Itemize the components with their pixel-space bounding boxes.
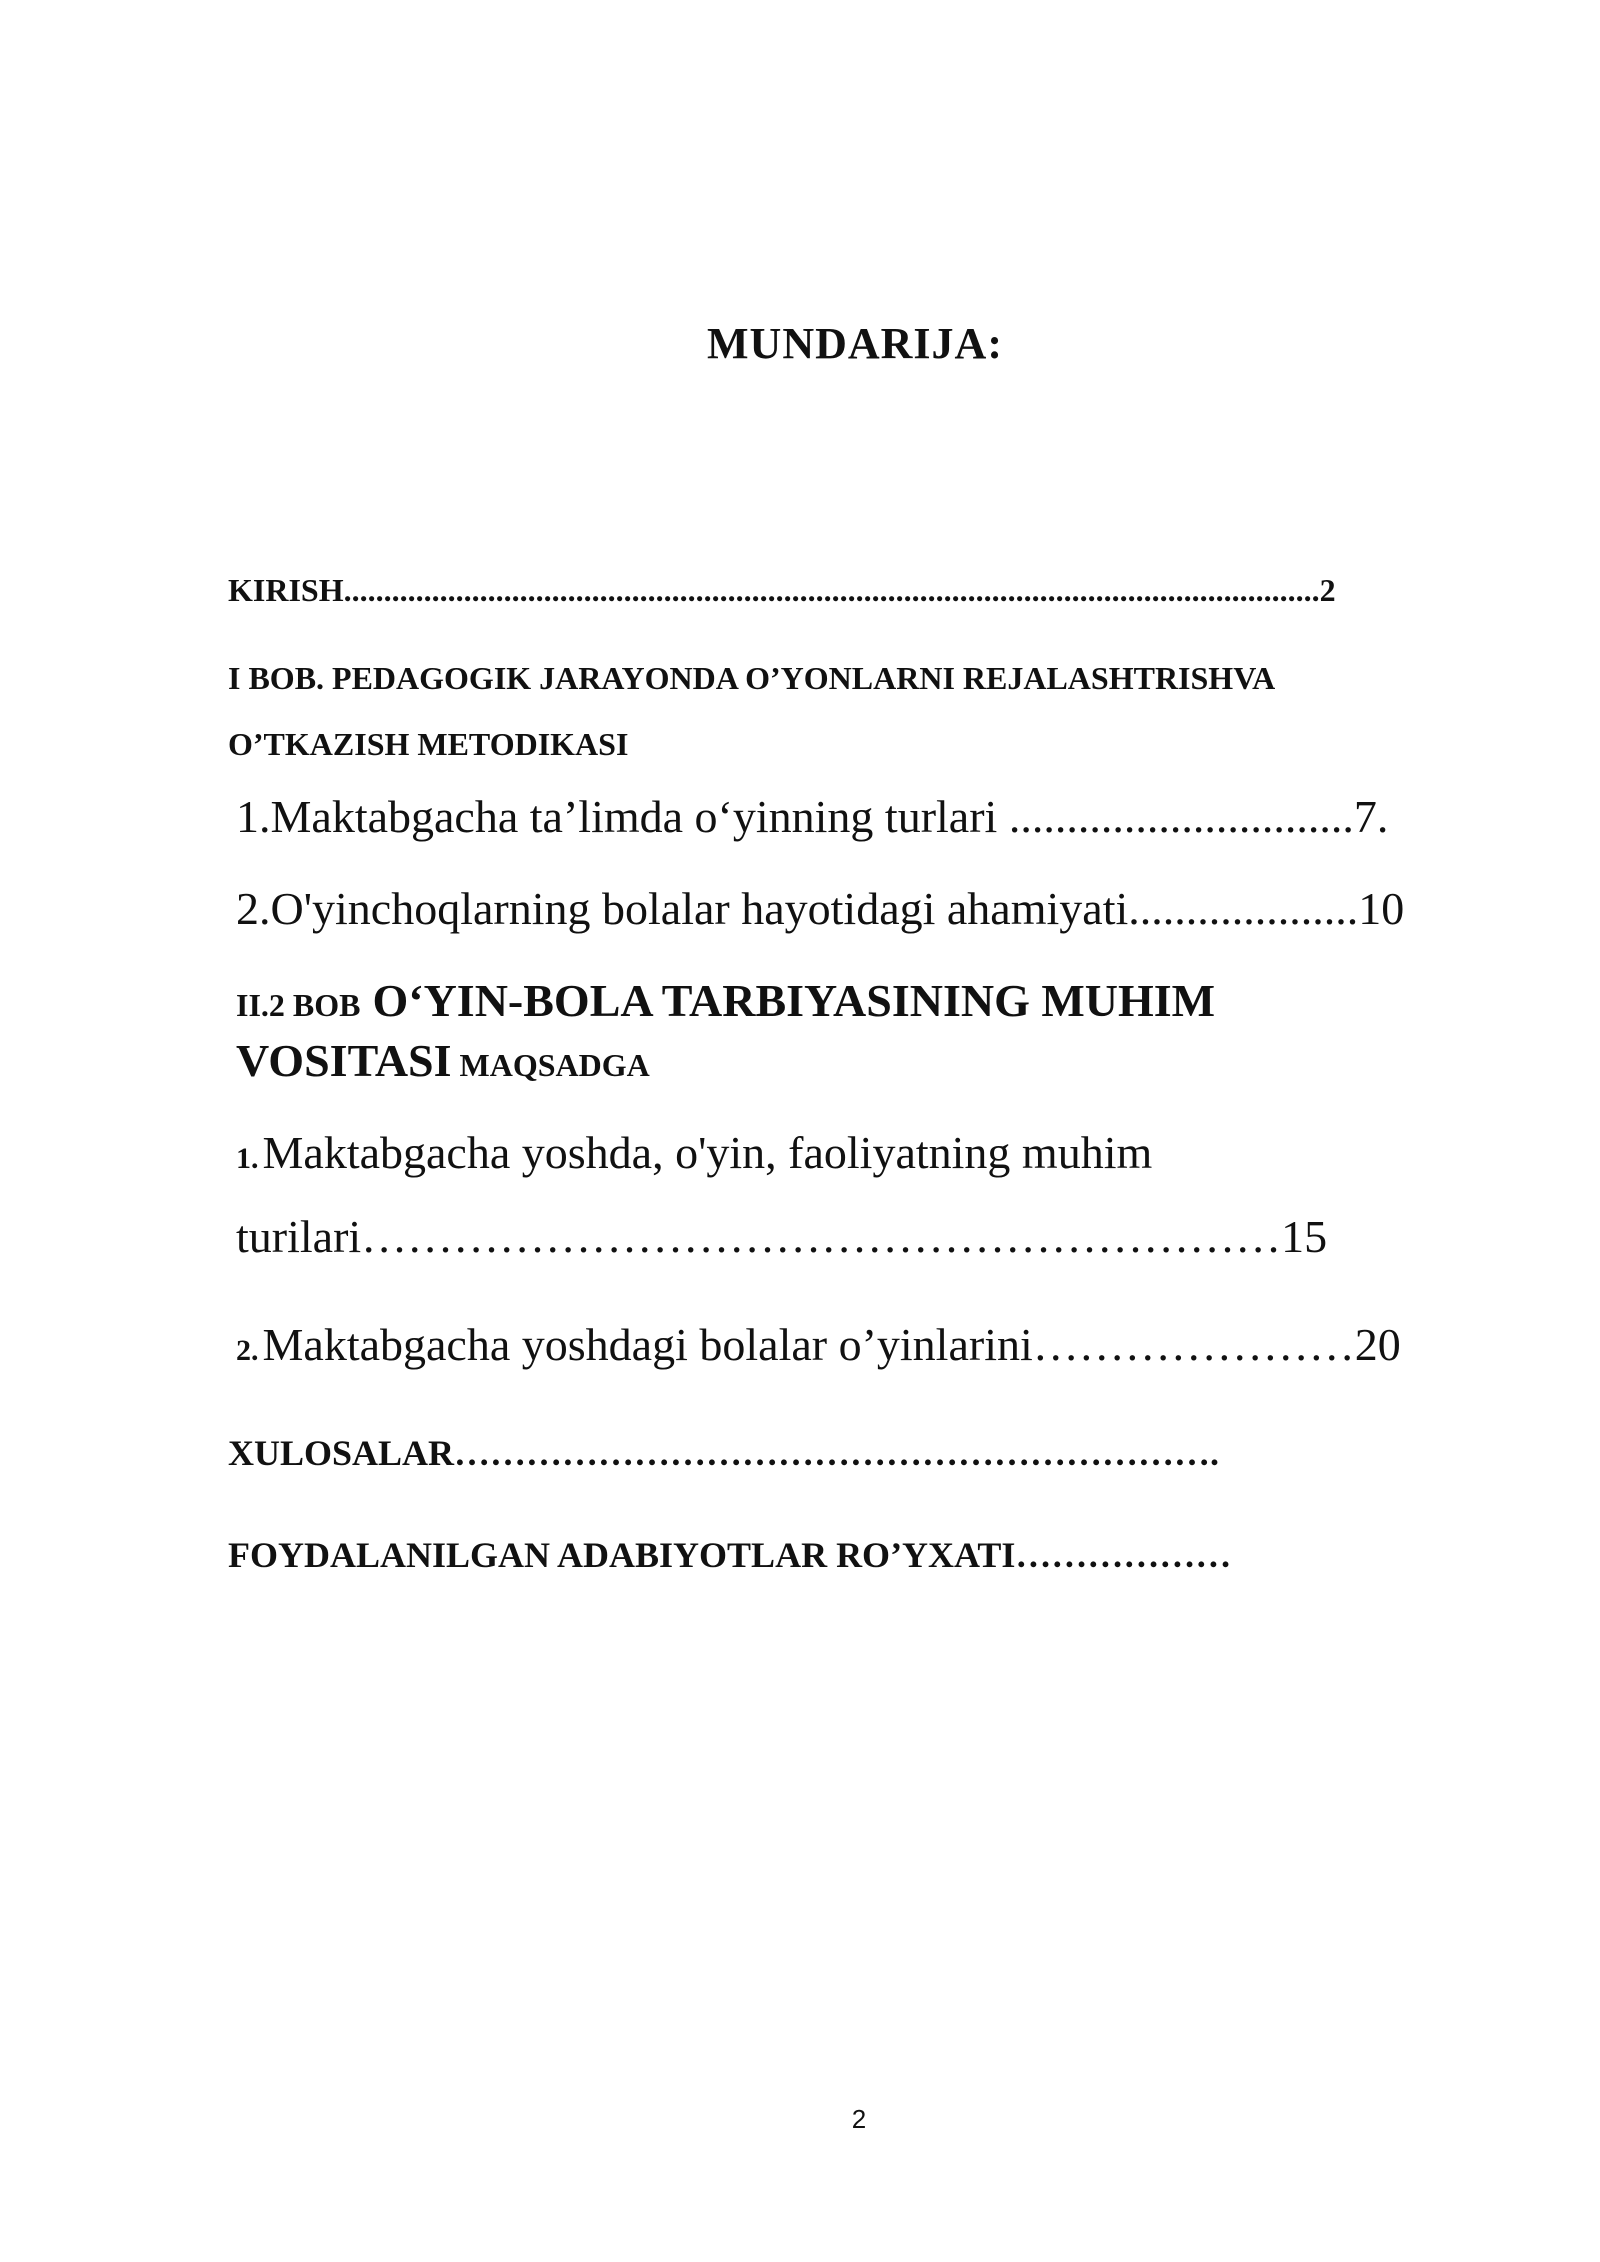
toc-entry-xulosalar: XULOSALAR……………………………………………………….	[228, 1433, 1220, 1473]
toc-chapter-2-item-1-text: Maktabgacha yoshda, o'yin, faoliyatning muhim	[262, 1127, 1153, 1178]
toc-chapter-2-item-1-continued: turilari……………………………………………………15	[236, 1211, 1328, 1262]
toc-chapter-2-item-1	[236, 1126, 1152, 1179]
toc-chapter-2-item-2-number: 2.	[236, 1334, 259, 1367]
toc-chapter-2-item-1-number: 1.	[236, 1142, 259, 1175]
toc-chapter-1-item-2: 2.O'yinchoqlarning bolalar hayotidagi ahamiyati....................10	[236, 883, 1405, 934]
toc-chapter-2-title-b: VOSITASI	[236, 1035, 452, 1086]
toc-chapter-2-title-line-2	[236, 1034, 650, 1087]
toc-entry-adabiyotlar: FOYDALANILGAN ADABIYOTLAR RO’YXATI………………	[228, 1535, 1232, 1575]
page-number: 2	[851, 2104, 867, 2134]
toc-chapter-1-item-1: 1.Maktabgacha ta’limda o‘yinning turlari ..............................7.	[236, 791, 1389, 842]
page-title: MUNDARIJA:	[707, 319, 1003, 368]
toc-chapter-2-title-a: O‘YIN-BOLA TARBIYASINING MUHIM	[372, 975, 1216, 1026]
toc-chapter-2-item-2	[236, 1318, 1401, 1371]
toc-chapter-2-item-2-text: Maktabgacha yoshdagi bolalar o’yinlarini…………………20	[262, 1319, 1401, 1370]
toc-chapter-1-title-line-1: I BOB. PEDAGOGIK JARAYONDA O’YONLARNI REJALASHTRISHVA	[228, 660, 1276, 696]
toc-chapter-2-title-line-1	[236, 974, 1215, 1027]
toc-chapter-2-prefix: II.2 BOB	[236, 987, 361, 1023]
toc-chapter-1-title-line-2: O’TKAZISH METODIKASI	[228, 726, 629, 762]
toc-chapter-2-title-c: MAQSADGA	[459, 1047, 650, 1083]
toc-entry-kirish: KIRISH..........................................................................................................................2	[228, 572, 1336, 608]
